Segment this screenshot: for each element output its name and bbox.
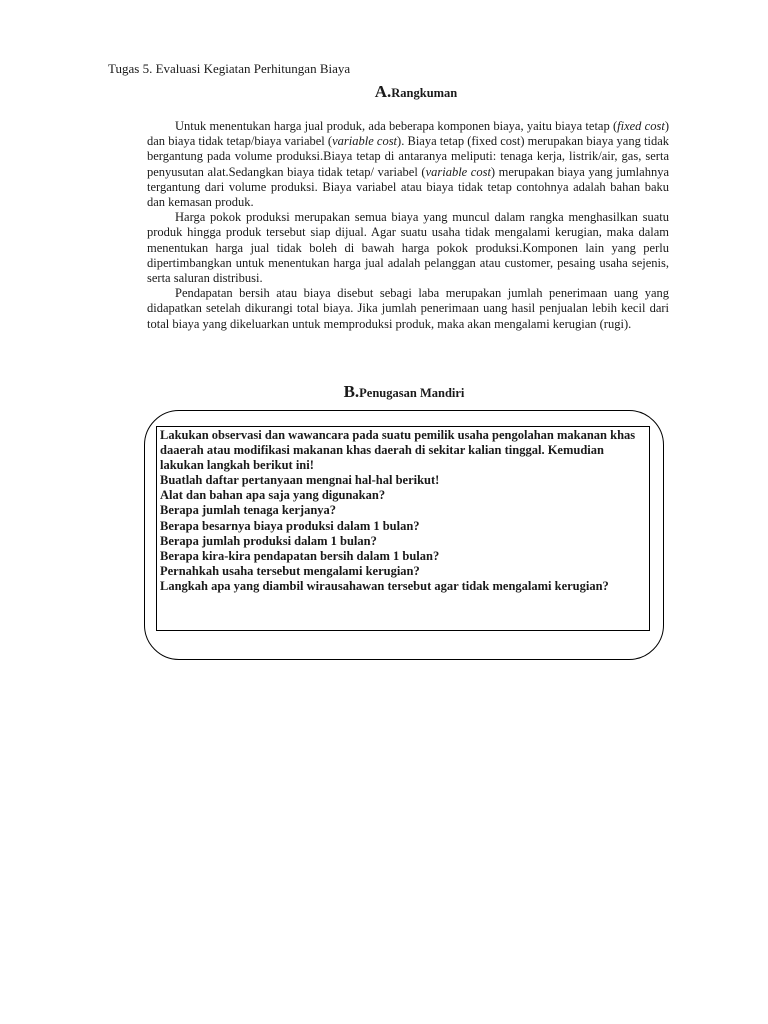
- section-a-title: Rangkuman: [391, 86, 458, 100]
- task-line: Berapa jumlah tenaga kerjanya?: [160, 503, 337, 518]
- section-a-heading: [32, 82, 768, 102]
- section-a-letter: A.: [374, 82, 392, 101]
- task-box: [156, 426, 650, 631]
- fixed-cost-term: fixed cost: [617, 119, 665, 133]
- summary-paragraph-2: Harga pokok produksi merupakan semua biaya yang muncul dalam rangka menghasilkan suatu produk hingga produk tersebut siap dijual. Agar suatu usaha tidak mengalami kerugian, maka dalam menentukan harga jual tidak boleh di bawah harga pokok produksi.Komponen lain yang perlu dipertimbangkan untuk menentukan harga jual adalah pelanggan atau customer, pesaing usaha sejenis, serta saluran distribusi.: [147, 210, 669, 286]
- section-b-title: Penugasan Mandiri: [359, 386, 465, 400]
- summary-paragraph-1: [147, 119, 669, 210]
- p1-text-4: ) merupakan biaya yang jumlahnya tergantung dari volume produksi. Biaya variabel atau biaya tidak tetap contohnya adalah bahan baku dan kemasan produk.: [147, 164, 669, 210]
- task-line: Alat dan bahan apa saja yang digunakan?: [160, 488, 386, 503]
- task-line: Langkah apa yang diambil wirausahawan tersebut agar tidak mengalami kerugian?: [160, 578, 609, 593]
- task-intro: Lakukan observasi dan wawancara pada suatu pemilik usaha pengolahan makanan khas daaerah atau modifikasi makanan khas daerah di sekitar kalian tinggal. Kemudian lakukan langkah berikut ini!: [160, 428, 636, 473]
- section-b-heading: [20, 382, 768, 402]
- summary-paragraph-3: Pendapatan bersih atau biaya disebut sebagi laba merupakan jumlah penerimaan uang yang didapatkan setelah dikurangi total biaya. Jika jumlah penerimaan uang hasil penjualan lebih kecil dari total biaya yang dikeluarkan untuk memproduksi produk, maka akan mengalami kerugian (rugi).: [147, 286, 669, 331]
- variable-cost-term: variable cost: [332, 134, 398, 149]
- summary-text: [147, 119, 669, 332]
- task-line: Berapa jumlah produksi dalam 1 bulan?: [160, 533, 377, 548]
- variable-cost-term-2: variable cost: [425, 164, 491, 179]
- task-line: Buatlah daftar pertanyaan mengnai hal-hal berikut!: [160, 473, 440, 488]
- section-b-letter: B.: [343, 382, 360, 401]
- task-line: Berapa besarnya biaya produksi dalam 1 bulan?: [160, 518, 420, 533]
- task-line: Berapa kira-kira pendapatan bersih dalam 1 bulan?: [160, 548, 440, 563]
- p1-text-1: Untuk menentukan harga jual produk, ada beberapa komponen biaya, yaitu biaya tetap (: [175, 119, 618, 133]
- p1-text-3: ). Biaya tetap (fixed cost) merupakan biaya yang tidak bergantung pada volume produksi.Biaya tetap di antaranya meliputi: tenaga kerja, listrik/air, gas, serta penyusutan alat.Sedangkan biaya tidak tetap/ variabel (: [147, 134, 669, 179]
- task-line: Pernahkah usaha tersebut mengalami kerugian?: [160, 563, 420, 578]
- document-header: Tugas 5. Evaluasi Kegiatan Perhitungan Biaya: [108, 61, 351, 76]
- p1-text-2: ) dan biaya tidak tetap/biaya variabel (: [147, 119, 669, 149]
